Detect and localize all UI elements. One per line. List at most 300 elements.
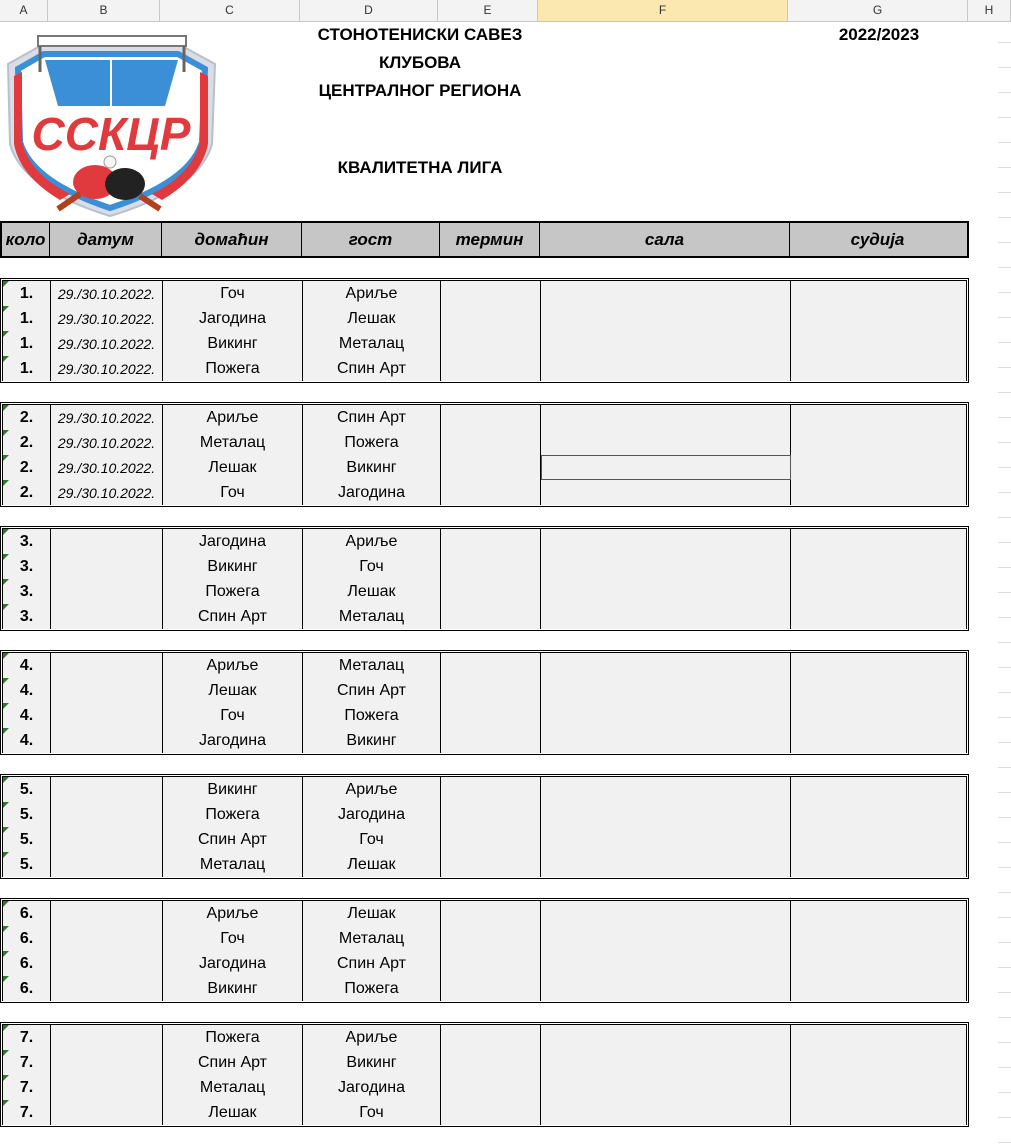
home-team-cell[interactable]: Пожега <box>163 802 303 827</box>
round-cell[interactable]: 6. <box>3 901 51 926</box>
round-cell[interactable]: 4. <box>3 703 51 728</box>
away-team-cell[interactable]: Спин Арт <box>303 678 441 703</box>
gridline <box>998 892 1011 893</box>
header-cell-referee[interactable]: судија <box>850 229 905 249</box>
time-cell[interactable] <box>441 678 541 703</box>
date-cell[interactable]: 29./30.10.2022. <box>51 331 163 356</box>
header-cell-hall[interactable]: сала <box>540 223 790 256</box>
date-cell[interactable] <box>51 901 163 926</box>
gridline <box>998 1017 1011 1018</box>
gridline <box>998 1067 1011 1068</box>
time-cell[interactable] <box>441 356 541 381</box>
gridline <box>998 117 1011 118</box>
home-team-cell[interactable]: Гоч <box>163 926 303 951</box>
hall-cell[interactable] <box>541 653 791 678</box>
hall-cell[interactable] <box>541 331 791 356</box>
away-team-cell[interactable]: Викинг <box>303 728 441 753</box>
table-header-row <box>0 221 969 258</box>
hall-cell[interactable] <box>541 430 791 455</box>
gridline <box>998 717 1011 718</box>
away-team-cell[interactable]: Викинг <box>303 455 441 480</box>
table-row <box>3 951 966 977</box>
referee-cell[interactable] <box>791 430 966 455</box>
away-team-cell[interactable]: Ариље <box>303 529 441 554</box>
gridline <box>998 867 1011 868</box>
home-team-cell[interactable]: Спин Арт <box>163 604 303 629</box>
time-cell[interactable] <box>441 1100 541 1125</box>
hall-cell[interactable] <box>541 405 791 430</box>
gridline <box>998 1142 1011 1143</box>
away-team-cell[interactable]: Јагодина <box>303 802 441 827</box>
away-team-cell[interactable]: Ариље <box>303 281 441 306</box>
table-row <box>3 480 966 505</box>
table-row <box>3 356 966 381</box>
referee-cell[interactable] <box>791 455 966 480</box>
referee-cell[interactable] <box>791 703 966 728</box>
round-cell[interactable]: 2. <box>3 405 51 430</box>
date-cell[interactable] <box>51 926 163 951</box>
date-cell[interactable] <box>51 976 163 1001</box>
referee-cell[interactable] <box>791 951 966 976</box>
time-cell[interactable] <box>441 281 541 306</box>
table-row <box>3 579 966 605</box>
header-cell-home[interactable]: домаћин <box>162 223 302 256</box>
time-cell[interactable] <box>441 480 541 505</box>
home-team-cell[interactable]: Металац <box>163 1075 303 1100</box>
home-team-cell[interactable]: Ариље <box>163 405 303 430</box>
league-title: КВАЛИТЕТНА ЛИГА <box>337 158 503 177</box>
date-cell[interactable] <box>51 1075 163 1100</box>
round-block-3 <box>0 526 969 631</box>
table-row <box>3 678 966 704</box>
date-cell[interactable] <box>51 604 163 629</box>
gridline <box>998 1042 1011 1043</box>
round-cell[interactable]: 5. <box>3 852 51 877</box>
date-cell[interactable]: 29./30.10.2022. <box>51 430 163 455</box>
table-row <box>3 1075 966 1101</box>
home-team-cell[interactable]: Викинг <box>163 976 303 1001</box>
referee-cell[interactable] <box>791 554 966 579</box>
away-team-cell[interactable]: Јагодина <box>303 480 441 505</box>
round-cell[interactable]: 1. <box>3 306 51 331</box>
referee-cell[interactable] <box>791 976 966 1001</box>
away-team-cell[interactable]: Пожега <box>303 976 441 1001</box>
round-block-2 <box>0 402 969 507</box>
gridline <box>998 517 1011 518</box>
away-team-cell[interactable]: Ариље <box>303 777 441 802</box>
round-cell[interactable]: 2. <box>3 480 51 505</box>
home-team-cell[interactable]: Викинг <box>163 777 303 802</box>
hall-cell[interactable] <box>541 678 791 703</box>
date-cell[interactable] <box>51 703 163 728</box>
home-team-cell[interactable]: Викинг <box>163 331 303 356</box>
hall-cell[interactable] <box>541 777 791 802</box>
gridline <box>998 367 1011 368</box>
referee-cell[interactable] <box>791 653 966 678</box>
hall-cell[interactable] <box>541 604 791 629</box>
away-team-cell[interactable]: Металац <box>303 604 441 629</box>
org-title-line1: СТОНОТЕНИСКИ САВЕЗ <box>317 25 523 44</box>
time-cell[interactable] <box>441 430 541 455</box>
column-header-d[interactable]: D <box>300 0 438 21</box>
hall-cell[interactable] <box>541 1100 791 1125</box>
header-cell-time[interactable]: термин <box>440 223 540 256</box>
hall-cell[interactable] <box>541 901 791 926</box>
table-row <box>3 604 966 629</box>
time-cell[interactable] <box>441 529 541 554</box>
gridline <box>998 542 1011 543</box>
gridline <box>998 242 1011 243</box>
gridline <box>998 917 1011 918</box>
hall-cell[interactable] <box>541 529 791 554</box>
away-team-cell[interactable]: Лешак <box>303 901 441 926</box>
table-row <box>3 1050 966 1076</box>
header-cell-date[interactable]: датум <box>50 223 162 256</box>
round-cell[interactable]: 7. <box>3 1025 51 1050</box>
table-row <box>3 455 966 481</box>
time-cell[interactable] <box>441 728 541 753</box>
away-team-cell[interactable]: Лешак <box>303 306 441 331</box>
away-team-cell[interactable]: Спин Арт <box>303 951 441 976</box>
time-cell[interactable] <box>441 306 541 331</box>
date-cell[interactable]: 29./30.10.2022. <box>51 281 163 306</box>
gridline <box>998 767 1011 768</box>
referee-cell[interactable] <box>791 678 966 703</box>
referee-cell[interactable] <box>791 405 966 430</box>
away-team-cell[interactable]: Ариље <box>303 1025 441 1050</box>
gridline <box>998 992 1011 993</box>
table-row <box>3 901 966 927</box>
away-team-cell[interactable]: Лешак <box>303 852 441 877</box>
round-cell[interactable]: 7. <box>3 1050 51 1075</box>
referee-cell[interactable] <box>791 356 966 381</box>
date-cell[interactable] <box>51 554 163 579</box>
round-cell[interactable]: 7. <box>3 1075 51 1100</box>
home-team-cell[interactable]: Спин Арт <box>163 1050 303 1075</box>
gridline <box>998 467 1011 468</box>
referee-cell[interactable] <box>791 281 966 306</box>
column-header-h[interactable]: H <box>968 0 1011 21</box>
gridline <box>998 642 1011 643</box>
time-cell[interactable] <box>441 455 541 480</box>
gridline <box>998 42 1011 43</box>
round-cell[interactable]: 4. <box>3 653 51 678</box>
hall-cell[interactable] <box>541 976 791 1001</box>
hall-cell[interactable] <box>541 827 791 852</box>
home-team-cell[interactable]: Ариље <box>163 901 303 926</box>
gridline <box>998 742 1011 743</box>
time-cell[interactable] <box>441 976 541 1001</box>
gridline <box>998 67 1011 68</box>
sskcr-logo <box>0 24 222 218</box>
gridline <box>998 617 1011 618</box>
date-cell[interactable]: 29./30.10.2022. <box>51 356 163 381</box>
referee-cell[interactable] <box>791 926 966 951</box>
referee-cell[interactable] <box>791 802 966 827</box>
home-team-cell[interactable]: Ариље <box>163 653 303 678</box>
date-cell[interactable] <box>51 827 163 852</box>
gridline <box>998 392 1011 393</box>
table-row <box>3 802 966 828</box>
table-row <box>3 852 966 877</box>
time-cell[interactable] <box>441 852 541 877</box>
gridline <box>998 967 1011 968</box>
away-team-cell[interactable]: Металац <box>303 331 441 356</box>
column-header-c[interactable]: C <box>160 0 300 21</box>
date-cell[interactable] <box>51 802 163 827</box>
away-team-cell[interactable]: Пожега <box>303 703 441 728</box>
gridline <box>998 1092 1011 1093</box>
round-cell[interactable]: 3. <box>3 604 51 629</box>
date-cell[interactable] <box>51 777 163 802</box>
table-row <box>3 653 966 679</box>
round-block-1 <box>0 278 969 383</box>
referee-cell[interactable] <box>791 529 966 554</box>
referee-cell[interactable] <box>791 1100 966 1125</box>
referee-cell[interactable] <box>791 1050 966 1075</box>
date-cell[interactable] <box>51 1050 163 1075</box>
round-block-5 <box>0 774 969 879</box>
org-title-line3: ЦЕНТРАЛНОГ РЕГИОНА <box>318 81 522 100</box>
round-cell[interactable]: 4. <box>3 678 51 703</box>
gridline <box>998 842 1011 843</box>
time-cell[interactable] <box>441 604 541 629</box>
hall-cell[interactable] <box>541 480 791 505</box>
home-team-cell[interactable]: Јагодина <box>163 951 303 976</box>
table-row <box>3 976 966 1001</box>
hall-cell[interactable] <box>541 281 791 306</box>
round-cell[interactable]: 6. <box>3 926 51 951</box>
away-team-cell[interactable]: Гоч <box>303 1100 441 1125</box>
hall-cell[interactable] <box>541 1050 791 1075</box>
hall-cell[interactable] <box>541 802 791 827</box>
round-cell[interactable]: 3. <box>3 554 51 579</box>
gridline <box>998 142 1011 143</box>
home-team-cell[interactable]: Гоч <box>163 480 303 505</box>
date-cell[interactable]: 29./30.10.2022. <box>51 480 163 505</box>
time-cell[interactable] <box>441 1075 541 1100</box>
gridline <box>998 592 1011 593</box>
time-cell[interactable] <box>441 653 541 678</box>
date-cell[interactable] <box>51 728 163 753</box>
hall-cell[interactable] <box>541 356 791 381</box>
round-cell[interactable]: 7. <box>3 1100 51 1125</box>
round-cell[interactable]: 6. <box>3 976 51 1001</box>
date-cell[interactable] <box>51 579 163 604</box>
gridline <box>998 1117 1011 1118</box>
hall-cell[interactable] <box>541 926 791 951</box>
away-team-cell[interactable]: Металац <box>303 653 441 678</box>
hall-cell[interactable] <box>541 1075 791 1100</box>
gridline <box>998 692 1011 693</box>
gridline <box>998 192 1011 193</box>
hall-cell[interactable] <box>541 852 791 877</box>
table-row <box>3 405 966 431</box>
home-team-cell[interactable]: Лешак <box>163 455 303 480</box>
date-cell[interactable] <box>51 678 163 703</box>
date-cell[interactable] <box>51 1025 163 1050</box>
column-header-a[interactable]: A <box>0 0 48 21</box>
time-cell[interactable] <box>441 405 541 430</box>
gridline <box>998 167 1011 168</box>
table-row <box>3 554 966 580</box>
time-cell[interactable] <box>441 1050 541 1075</box>
table-row <box>3 430 966 456</box>
referee-cell[interactable] <box>791 1025 966 1050</box>
round-block-4 <box>0 650 969 755</box>
hall-cell[interactable] <box>541 579 791 604</box>
table-row <box>3 926 966 952</box>
round-cell[interactable]: 1. <box>3 331 51 356</box>
column-header-bar <box>0 0 1011 22</box>
column-header-e[interactable]: E <box>438 0 538 21</box>
referee-cell[interactable] <box>791 827 966 852</box>
column-header-f[interactable]: F <box>538 0 788 21</box>
home-team-cell[interactable]: Гоч <box>163 281 303 306</box>
away-team-cell[interactable]: Гоч <box>303 554 441 579</box>
round-cell[interactable]: 1. <box>3 356 51 381</box>
table-row <box>3 331 966 357</box>
round-block-6 <box>0 898 969 1003</box>
round-cell[interactable]: 5. <box>3 827 51 852</box>
round-cell[interactable]: 4. <box>3 728 51 753</box>
hall-cell[interactable] <box>541 455 791 480</box>
hall-cell[interactable] <box>541 728 791 753</box>
gridline <box>998 342 1011 343</box>
home-team-cell[interactable]: Јагодина <box>163 728 303 753</box>
round-block-7 <box>0 1022 969 1127</box>
org-title-line2: КЛУБОВА <box>378 53 462 72</box>
home-team-cell[interactable]: Викинг <box>163 554 303 579</box>
time-cell[interactable] <box>441 331 541 356</box>
time-cell[interactable] <box>441 703 541 728</box>
hall-cell[interactable] <box>541 703 791 728</box>
away-team-cell[interactable]: Лешак <box>303 579 441 604</box>
hall-cell[interactable] <box>541 1025 791 1050</box>
home-team-cell[interactable]: Пожега <box>163 579 303 604</box>
round-cell[interactable]: 3. <box>3 529 51 554</box>
table-row <box>3 777 966 803</box>
referee-cell[interactable] <box>791 331 966 356</box>
hall-cell[interactable] <box>541 306 791 331</box>
referee-cell[interactable] <box>791 852 966 877</box>
round-cell[interactable]: 6. <box>3 951 51 976</box>
gridline <box>998 492 1011 493</box>
time-cell[interactable] <box>441 802 541 827</box>
away-team-cell[interactable]: Спин Арт <box>303 356 441 381</box>
round-cell[interactable]: 5. <box>3 802 51 827</box>
gridline <box>998 442 1011 443</box>
referee-cell[interactable] <box>791 579 966 604</box>
header-cell-round[interactable]: коло <box>2 223 50 256</box>
hall-cell[interactable] <box>541 951 791 976</box>
time-cell[interactable] <box>441 901 541 926</box>
home-team-cell[interactable]: Јагодина <box>163 306 303 331</box>
referee-cell[interactable] <box>791 480 966 505</box>
referee-cell[interactable] <box>791 777 966 802</box>
gridline <box>998 792 1011 793</box>
referee-cell[interactable] <box>791 901 966 926</box>
date-cell[interactable] <box>51 1100 163 1125</box>
away-team-cell[interactable]: Спин Арт <box>303 405 441 430</box>
gridline <box>998 92 1011 93</box>
referee-cell[interactable] <box>791 1075 966 1100</box>
away-team-cell[interactable]: Пожега <box>303 430 441 455</box>
date-cell[interactable]: 29./30.10.2022. <box>51 405 163 430</box>
round-cell[interactable]: 2. <box>3 430 51 455</box>
logo-text: ССКЦР <box>31 108 191 160</box>
date-cell[interactable]: 29./30.10.2022. <box>51 455 163 480</box>
round-cell[interactable]: 1. <box>3 281 51 306</box>
column-header-g[interactable]: G <box>788 0 968 21</box>
table-row <box>3 827 966 853</box>
away-team-cell[interactable]: Гоч <box>303 827 441 852</box>
home-team-cell[interactable]: Пожега <box>163 356 303 381</box>
date-cell[interactable]: 29./30.10.2022. <box>51 306 163 331</box>
gridline <box>998 317 1011 318</box>
home-team-cell[interactable]: Спин Арт <box>163 827 303 852</box>
gridline <box>998 292 1011 293</box>
time-cell[interactable] <box>441 926 541 951</box>
time-cell[interactable] <box>441 827 541 852</box>
round-cell[interactable]: 3. <box>3 579 51 604</box>
table-row <box>3 1025 966 1051</box>
table-row <box>3 1100 966 1125</box>
gridline <box>998 267 1011 268</box>
column-header-b[interactable]: B <box>48 0 160 21</box>
home-team-cell[interactable]: Металац <box>163 430 303 455</box>
table-row <box>3 728 966 753</box>
gridline <box>998 817 1011 818</box>
season-label: 2022/2023 <box>838 25 920 44</box>
time-cell[interactable] <box>441 1025 541 1050</box>
time-cell[interactable] <box>441 777 541 802</box>
referee-cell[interactable] <box>791 728 966 753</box>
home-team-cell[interactable]: Лешак <box>163 1100 303 1125</box>
table-row <box>3 281 966 307</box>
away-team-cell[interactable]: Металац <box>303 926 441 951</box>
away-team-cell[interactable]: Викинг <box>303 1050 441 1075</box>
gridline <box>998 667 1011 668</box>
round-cell[interactable]: 5. <box>3 777 51 802</box>
time-cell[interactable] <box>441 579 541 604</box>
time-cell[interactable] <box>441 951 541 976</box>
gridline <box>998 217 1011 218</box>
table-row <box>3 703 966 729</box>
referee-cell[interactable] <box>791 306 966 331</box>
home-team-cell[interactable]: Металац <box>163 852 303 877</box>
gridline <box>998 417 1011 418</box>
away-team-cell[interactable]: Јагодина <box>303 1075 441 1100</box>
referee-cell[interactable] <box>791 604 966 629</box>
round-cell[interactable]: 2. <box>3 455 51 480</box>
home-team-cell[interactable]: Гоч <box>163 703 303 728</box>
date-cell[interactable] <box>51 852 163 877</box>
gridline <box>998 567 1011 568</box>
date-cell[interactable] <box>51 653 163 678</box>
gridline <box>998 942 1011 943</box>
home-team-cell[interactable]: Пожега <box>163 1025 303 1050</box>
header-cell-away[interactable]: гост <box>302 223 440 256</box>
hall-cell[interactable] <box>541 554 791 579</box>
table-row <box>3 306 966 332</box>
table-row <box>3 529 966 555</box>
date-cell[interactable] <box>51 529 163 554</box>
home-team-cell[interactable]: Лешак <box>163 678 303 703</box>
home-team-cell[interactable]: Јагодина <box>163 529 303 554</box>
date-cell[interactable] <box>51 951 163 976</box>
time-cell[interactable] <box>441 554 541 579</box>
